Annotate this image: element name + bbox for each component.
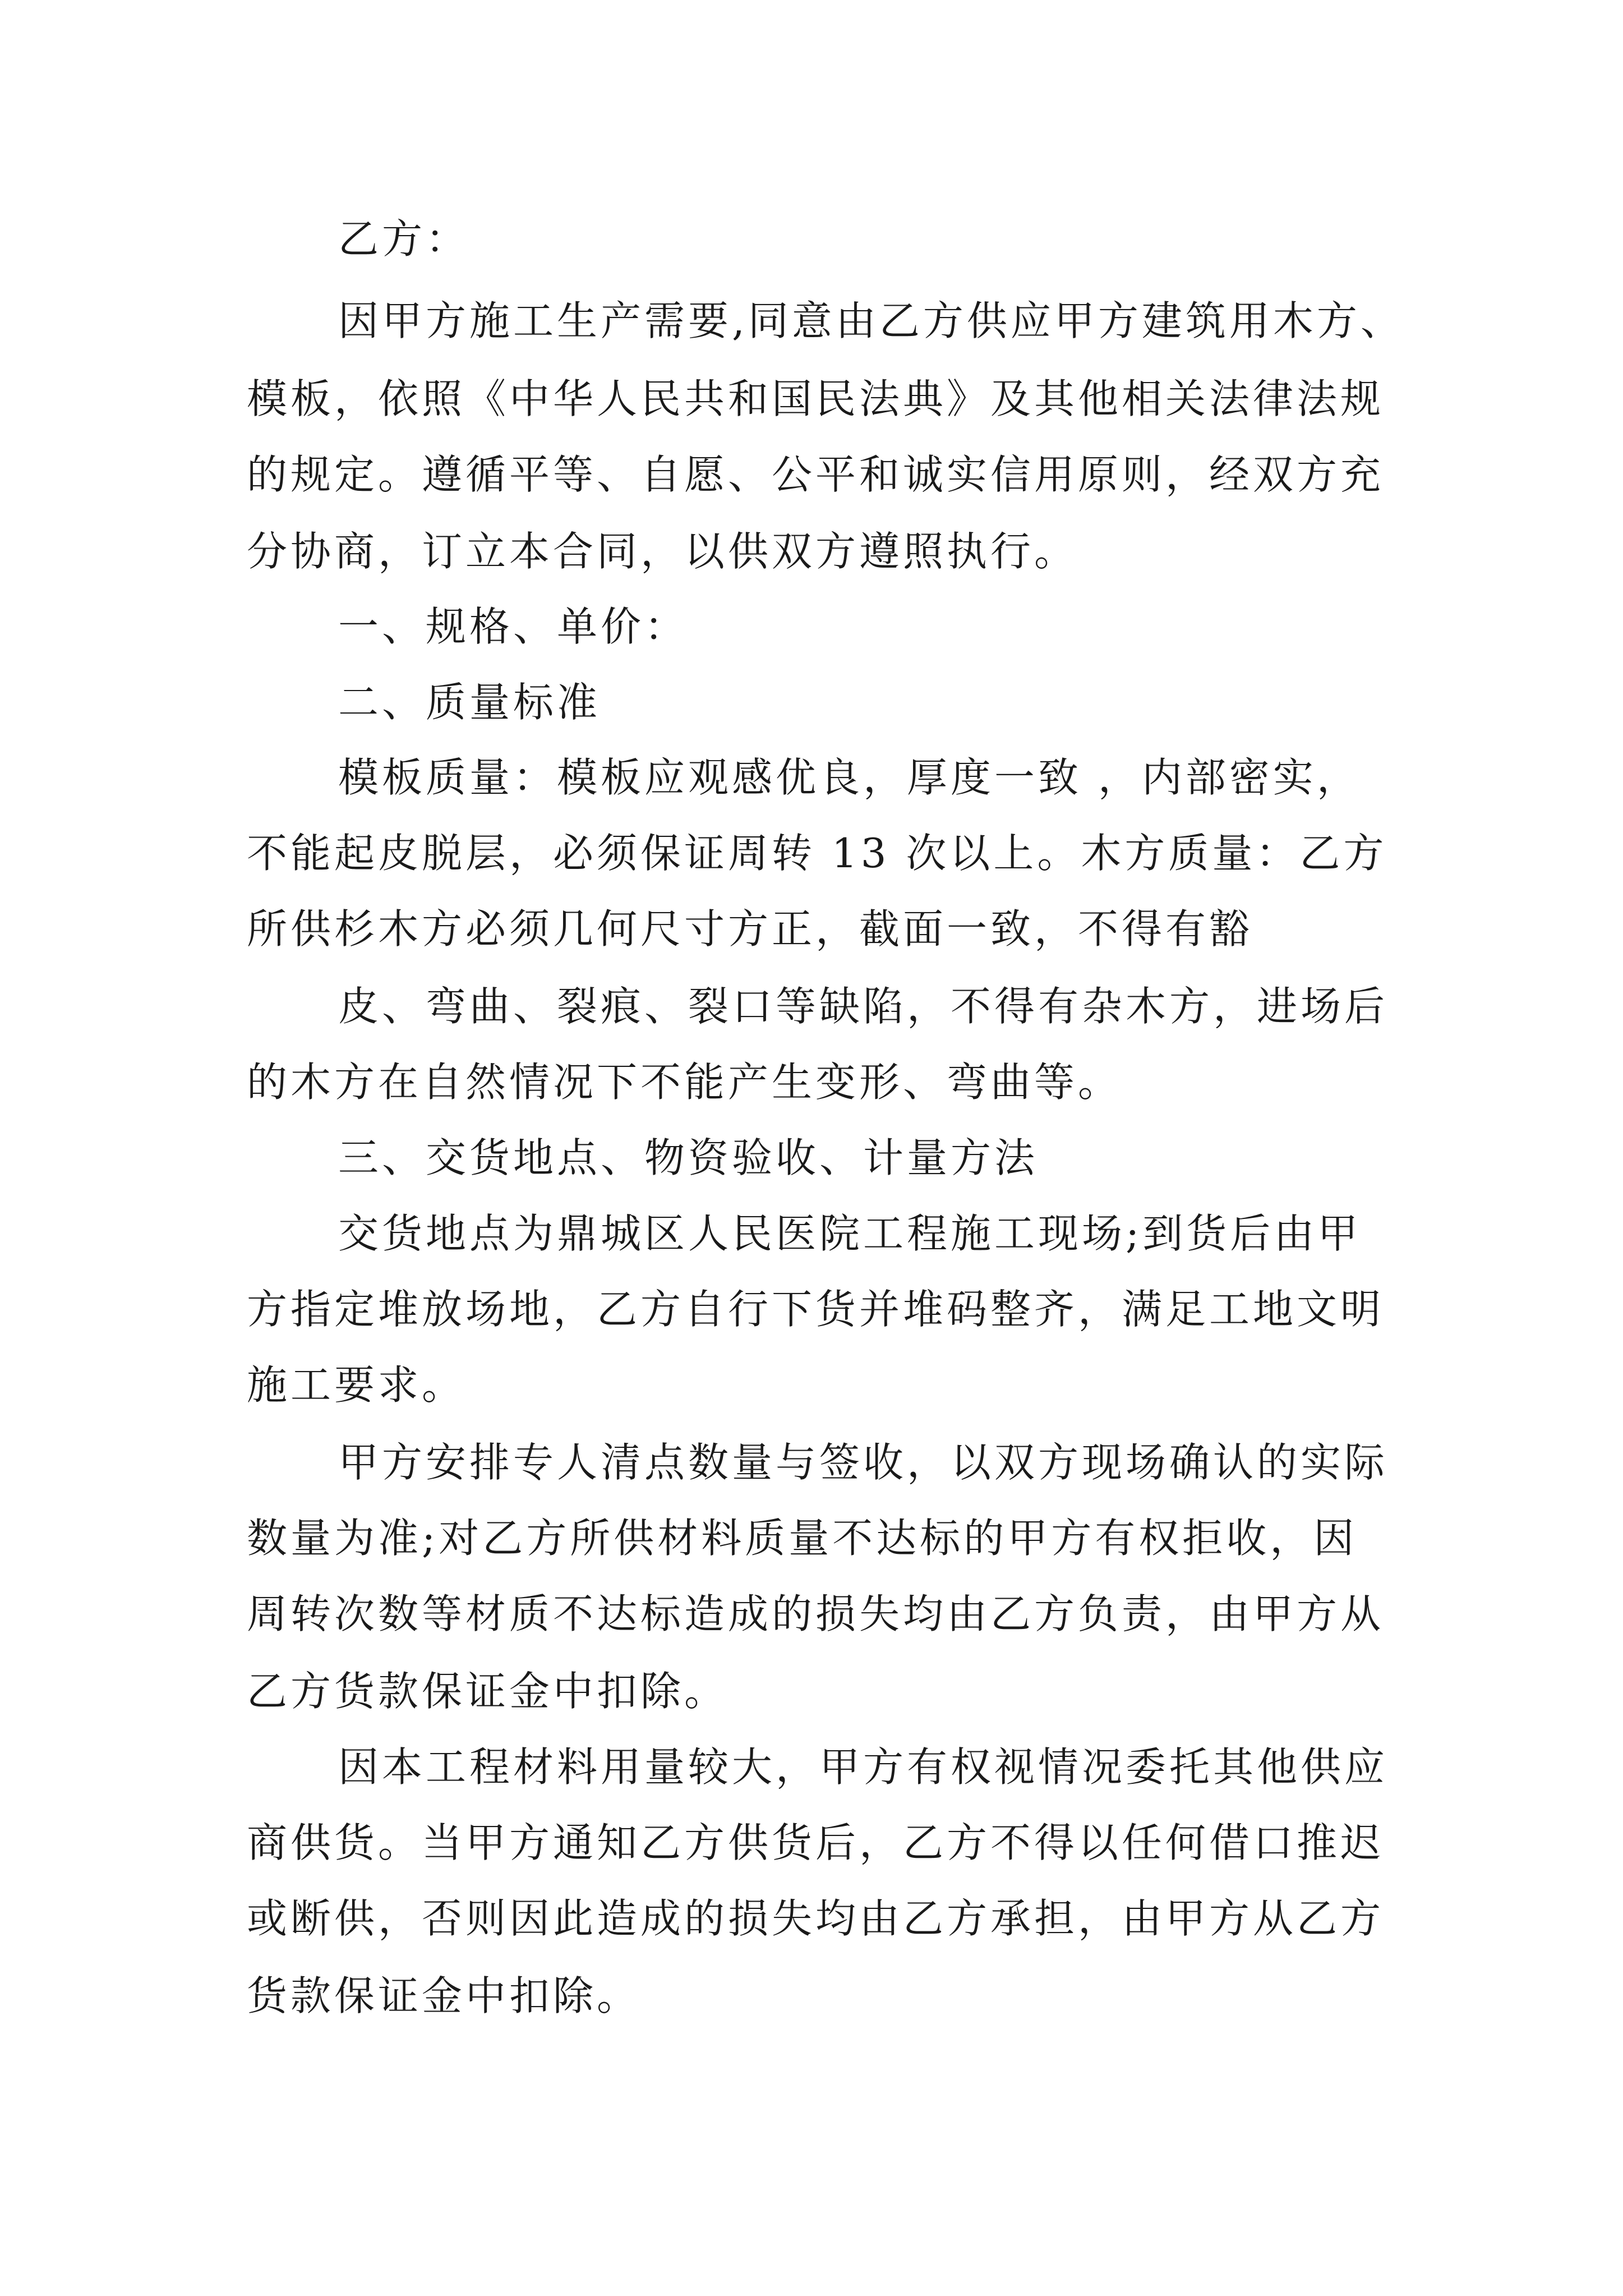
text-line: 所供杉木方必须几何尺寸方正，截面一致，不得有豁 (247, 905, 1253, 953)
text-line: 皮、弯曲、裂痕、裂口等缺陷，不得有杂木方，进场后 (338, 983, 1389, 1030)
text-line: 数量为准;对乙方所供材料质量不达标的甲方有权拒收，因 (247, 1515, 1358, 1562)
section-heading: 二、质量标准 (338, 679, 601, 726)
text-line: 模板，依照《中华人民共和国民法典》及其他相关法律法规 (247, 375, 1385, 422)
section-heading: 三、交货地点、物资验收、计量方法 (338, 1134, 1039, 1181)
text-line: 不能起皮脱层，必须保证周转 13 次以上。木方质量：乙方 (247, 830, 1387, 877)
text-line: 货款保证金中扣除。 (247, 1972, 641, 2019)
text-line: 商供货。当甲方通知乙方供货后，乙方不得以任何借口推迟 (247, 1819, 1385, 1866)
text-line: 因甲方施工生产需要,同意由乙方供应甲方建筑用木方、 (338, 297, 1404, 344)
text-line: 的规定。遵循平等、自愿、公平和诚实信用原则，经双方充 (247, 451, 1385, 498)
text-line: 模板质量：模板应观感优良，厚度一致 ，内部密实， (338, 754, 1361, 801)
text-line: 方指定堆放场地，乙方自行下货并堆码整齐，满足工地文明 (247, 1286, 1385, 1333)
text-line: 的木方在自然情况下不能产生变形、弯曲等。 (247, 1059, 1122, 1106)
text-line: 施工要求。 (247, 1361, 466, 1409)
section-heading: 一、规格、单价： (338, 603, 689, 650)
text-line: 交货地点为鼎城区人民医院工程施工现场;到货后由甲 (338, 1210, 1362, 1257)
text-line: 或断供，否则因此造成的损失均由乙方承担，由甲方从乙方 (247, 1895, 1385, 1942)
text-line: 甲方安排专人清点数量与签收，以双方现场确认的实际 (338, 1439, 1389, 1486)
text-line: 乙方货款保证金中扣除。 (247, 1668, 728, 1715)
text-line: 乙方： (338, 215, 470, 263)
text-line: 周转次数等材质不达标造成的损失均由乙方负责，由甲方从 (247, 1590, 1385, 1637)
text-line: 分协商，订立本合同，以供双方遵照执行。 (247, 528, 1078, 575)
text-line: 因本工程材料用量较大，甲方有权视情况委托其他供应 (338, 1743, 1389, 1791)
